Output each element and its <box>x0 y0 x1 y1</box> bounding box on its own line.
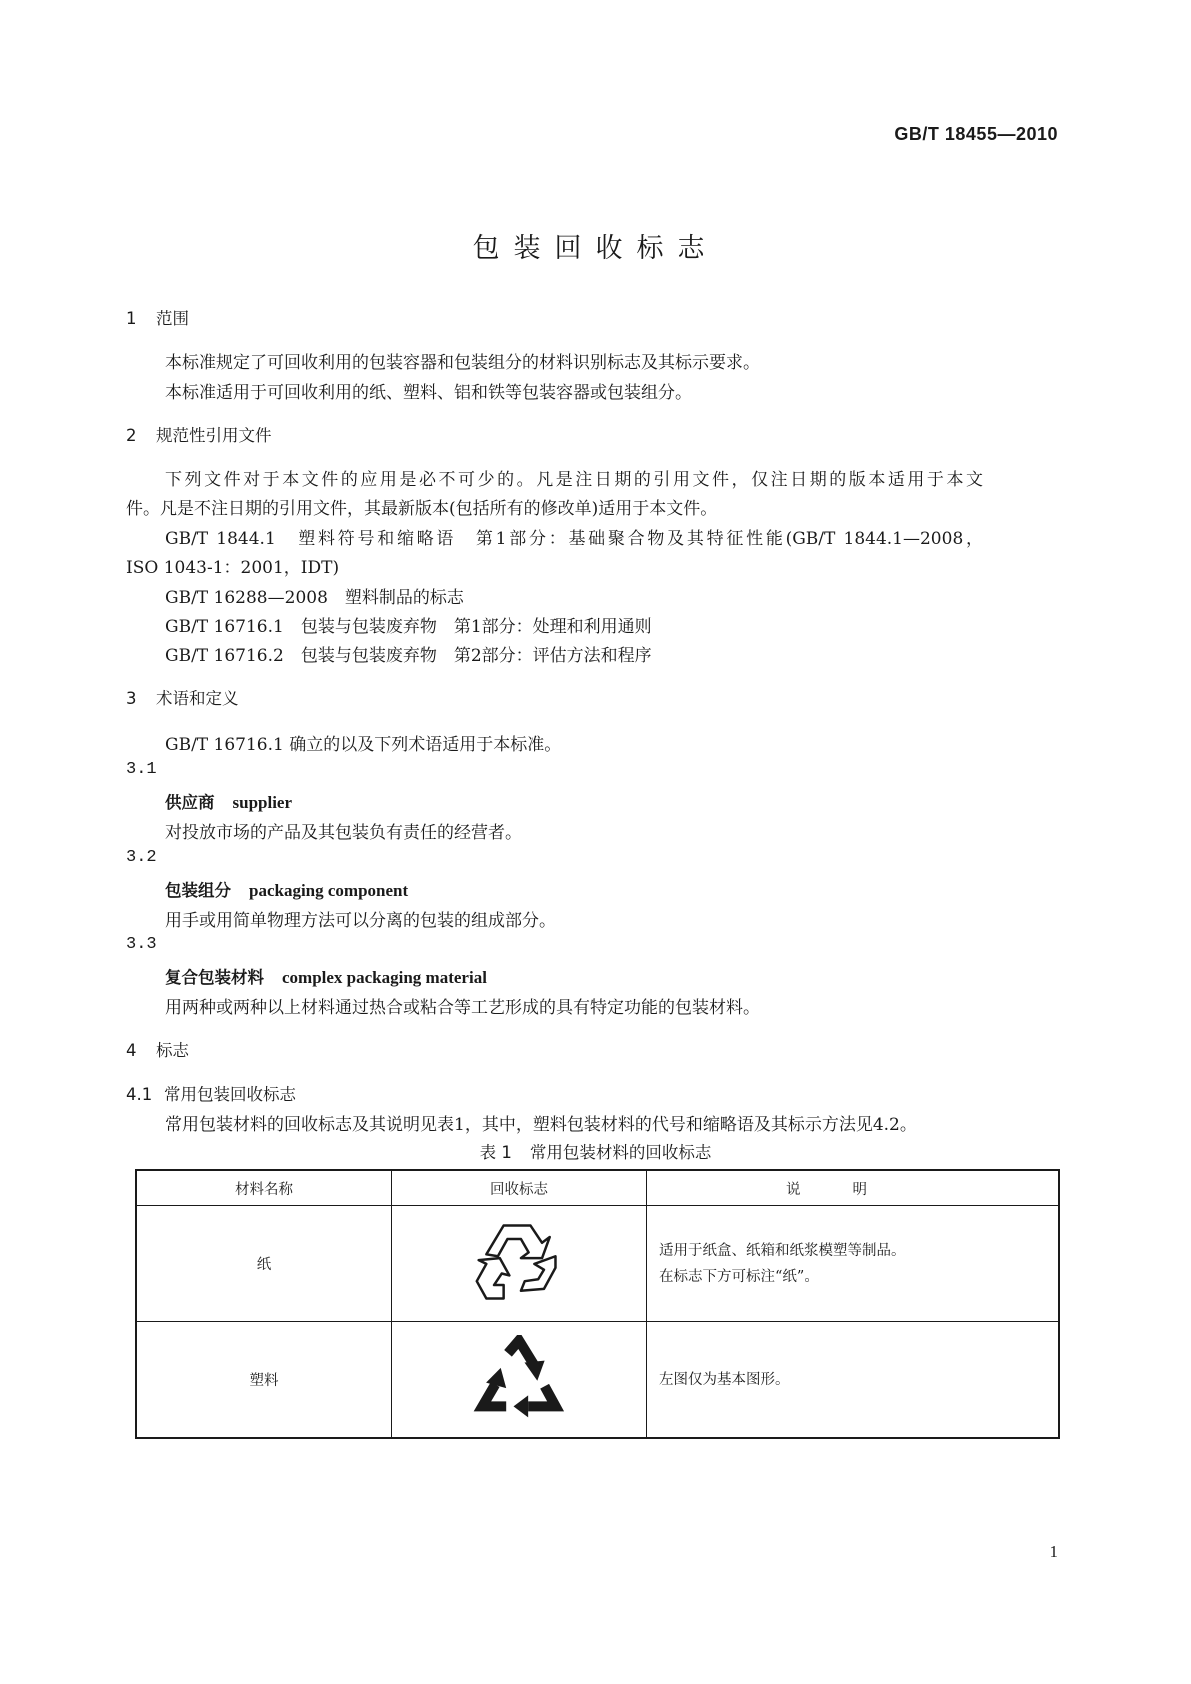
reference-item: ISO 1043-1：2001，IDT) <box>126 558 340 578</box>
term-heading <box>165 789 292 813</box>
table-caption-text: 常用包装材料的回收标志 <box>529 1143 712 1162</box>
section-number: 4 <box>126 1041 137 1060</box>
section-4-heading <box>126 1037 189 1061</box>
table-row <box>136 1206 1059 1322</box>
table-header-row <box>136 1170 1059 1206</box>
table-caption-number: 表 1 <box>479 1143 512 1162</box>
table-row <box>136 1322 1059 1439</box>
table-caption <box>0 1139 1191 1163</box>
header-description: 说明 <box>647 1170 1060 1206</box>
term-definition: 用手或用简单物理方法可以分离的包装的组成部分。 <box>165 911 556 931</box>
reference-item: GB/T 1844.1 塑料符号和缩略语 第1部分：基础聚合物及其特征性能(GB/T 1844.1—2008， <box>165 529 983 549</box>
term-number: 3.3 <box>126 935 157 954</box>
term-zh: 复合包装材料 <box>165 968 264 987</box>
term-heading <box>165 877 408 901</box>
plastic-recycle-icon <box>473 1335 565 1421</box>
subsection-4-1-heading <box>126 1081 296 1105</box>
section-number: 2 <box>126 426 137 445</box>
term-definition: 对投放市场的产品及其包装负有责任的经营者。 <box>165 823 522 843</box>
term-definition: 用两种或两种以上材料通过热合或粘合等工艺形成的具有特定功能的包装材料。 <box>165 998 760 1018</box>
section-1-heading <box>126 305 189 329</box>
term-en: complex packaging material <box>282 968 487 987</box>
description-line: 在标志下方可标注“纸”。 <box>659 1268 819 1285</box>
paper-recycle-icon <box>471 1214 567 1310</box>
header-material: 材料名称 <box>136 1170 392 1206</box>
term-number: 3.2 <box>126 848 157 867</box>
paragraph: GB/T 16716.1 确立的以及下列术语适用于本标准。 <box>165 735 562 755</box>
subsection-number: 4.1 <box>126 1085 153 1104</box>
section-number: 1 <box>126 309 137 328</box>
description-line: 左图仅为基本图形。 <box>659 1371 790 1388</box>
material-cell: 塑料 <box>136 1322 392 1439</box>
reference-item: GB/T 16716.1 包装与包装废弃物 第1部分：处理和利用通则 <box>165 617 652 637</box>
paragraph: 下列文件对于本文件的应用是必不可少的。凡是注日期的引用文件，仅注日期的版本适用于本文 <box>165 470 983 490</box>
document-title: 包装回收标志 <box>472 233 719 264</box>
paragraph: 常用包装材料的回收标志及其说明见表1，其中，塑料包装材料的代号和缩略语及其标示方法见4.2。 <box>165 1115 917 1135</box>
standard-number: GB/T 18455—2010 <box>894 124 1058 144</box>
material-cell: 纸 <box>136 1206 392 1322</box>
description-cell <box>647 1206 1060 1322</box>
symbol-cell <box>392 1322 647 1439</box>
reference-item: GB/T 16716.2 包装与包装废弃物 第2部分：评估方法和程序 <box>165 646 652 666</box>
header-symbol: 回收标志 <box>392 1170 647 1206</box>
term-zh: 包装组分 <box>165 881 231 900</box>
paragraph: 件。凡是不注日期的引用文件，其最新版本(包括所有的修改单)适用于本文件。 <box>126 499 718 519</box>
section-title: 标志 <box>156 1041 189 1060</box>
section-title: 术语和定义 <box>156 689 239 708</box>
paragraph: 本标准适用于可回收利用的纸、塑料、铝和铁等包装容器或包装组分。 <box>165 383 692 403</box>
section-title: 范围 <box>156 309 189 328</box>
term-en: supplier <box>232 793 293 812</box>
section-2-heading <box>126 422 272 446</box>
term-en: packaging component <box>249 881 409 900</box>
description-cell <box>647 1322 1060 1439</box>
page-number: 1 <box>1049 1542 1058 1561</box>
description-line: 适用于纸盒、纸箱和纸浆模塑等制品。 <box>659 1242 906 1259</box>
reference-item: GB/T 16288—2008 塑料制品的标志 <box>165 588 464 608</box>
section-3-heading <box>126 685 239 709</box>
section-number: 3 <box>126 689 137 708</box>
term-number: 3.1 <box>126 760 157 779</box>
section-title: 规范性引用文件 <box>156 426 272 445</box>
recycle-symbol-table <box>135 1169 1060 1439</box>
paragraph: 本标准规定了可回收利用的包装容器和包装组分的材料识别标志及其标示要求。 <box>165 353 760 373</box>
term-heading <box>165 964 487 988</box>
symbol-cell <box>392 1206 647 1322</box>
subsection-title: 常用包装回收标志 <box>164 1085 296 1104</box>
term-zh: 供应商 <box>165 793 215 812</box>
